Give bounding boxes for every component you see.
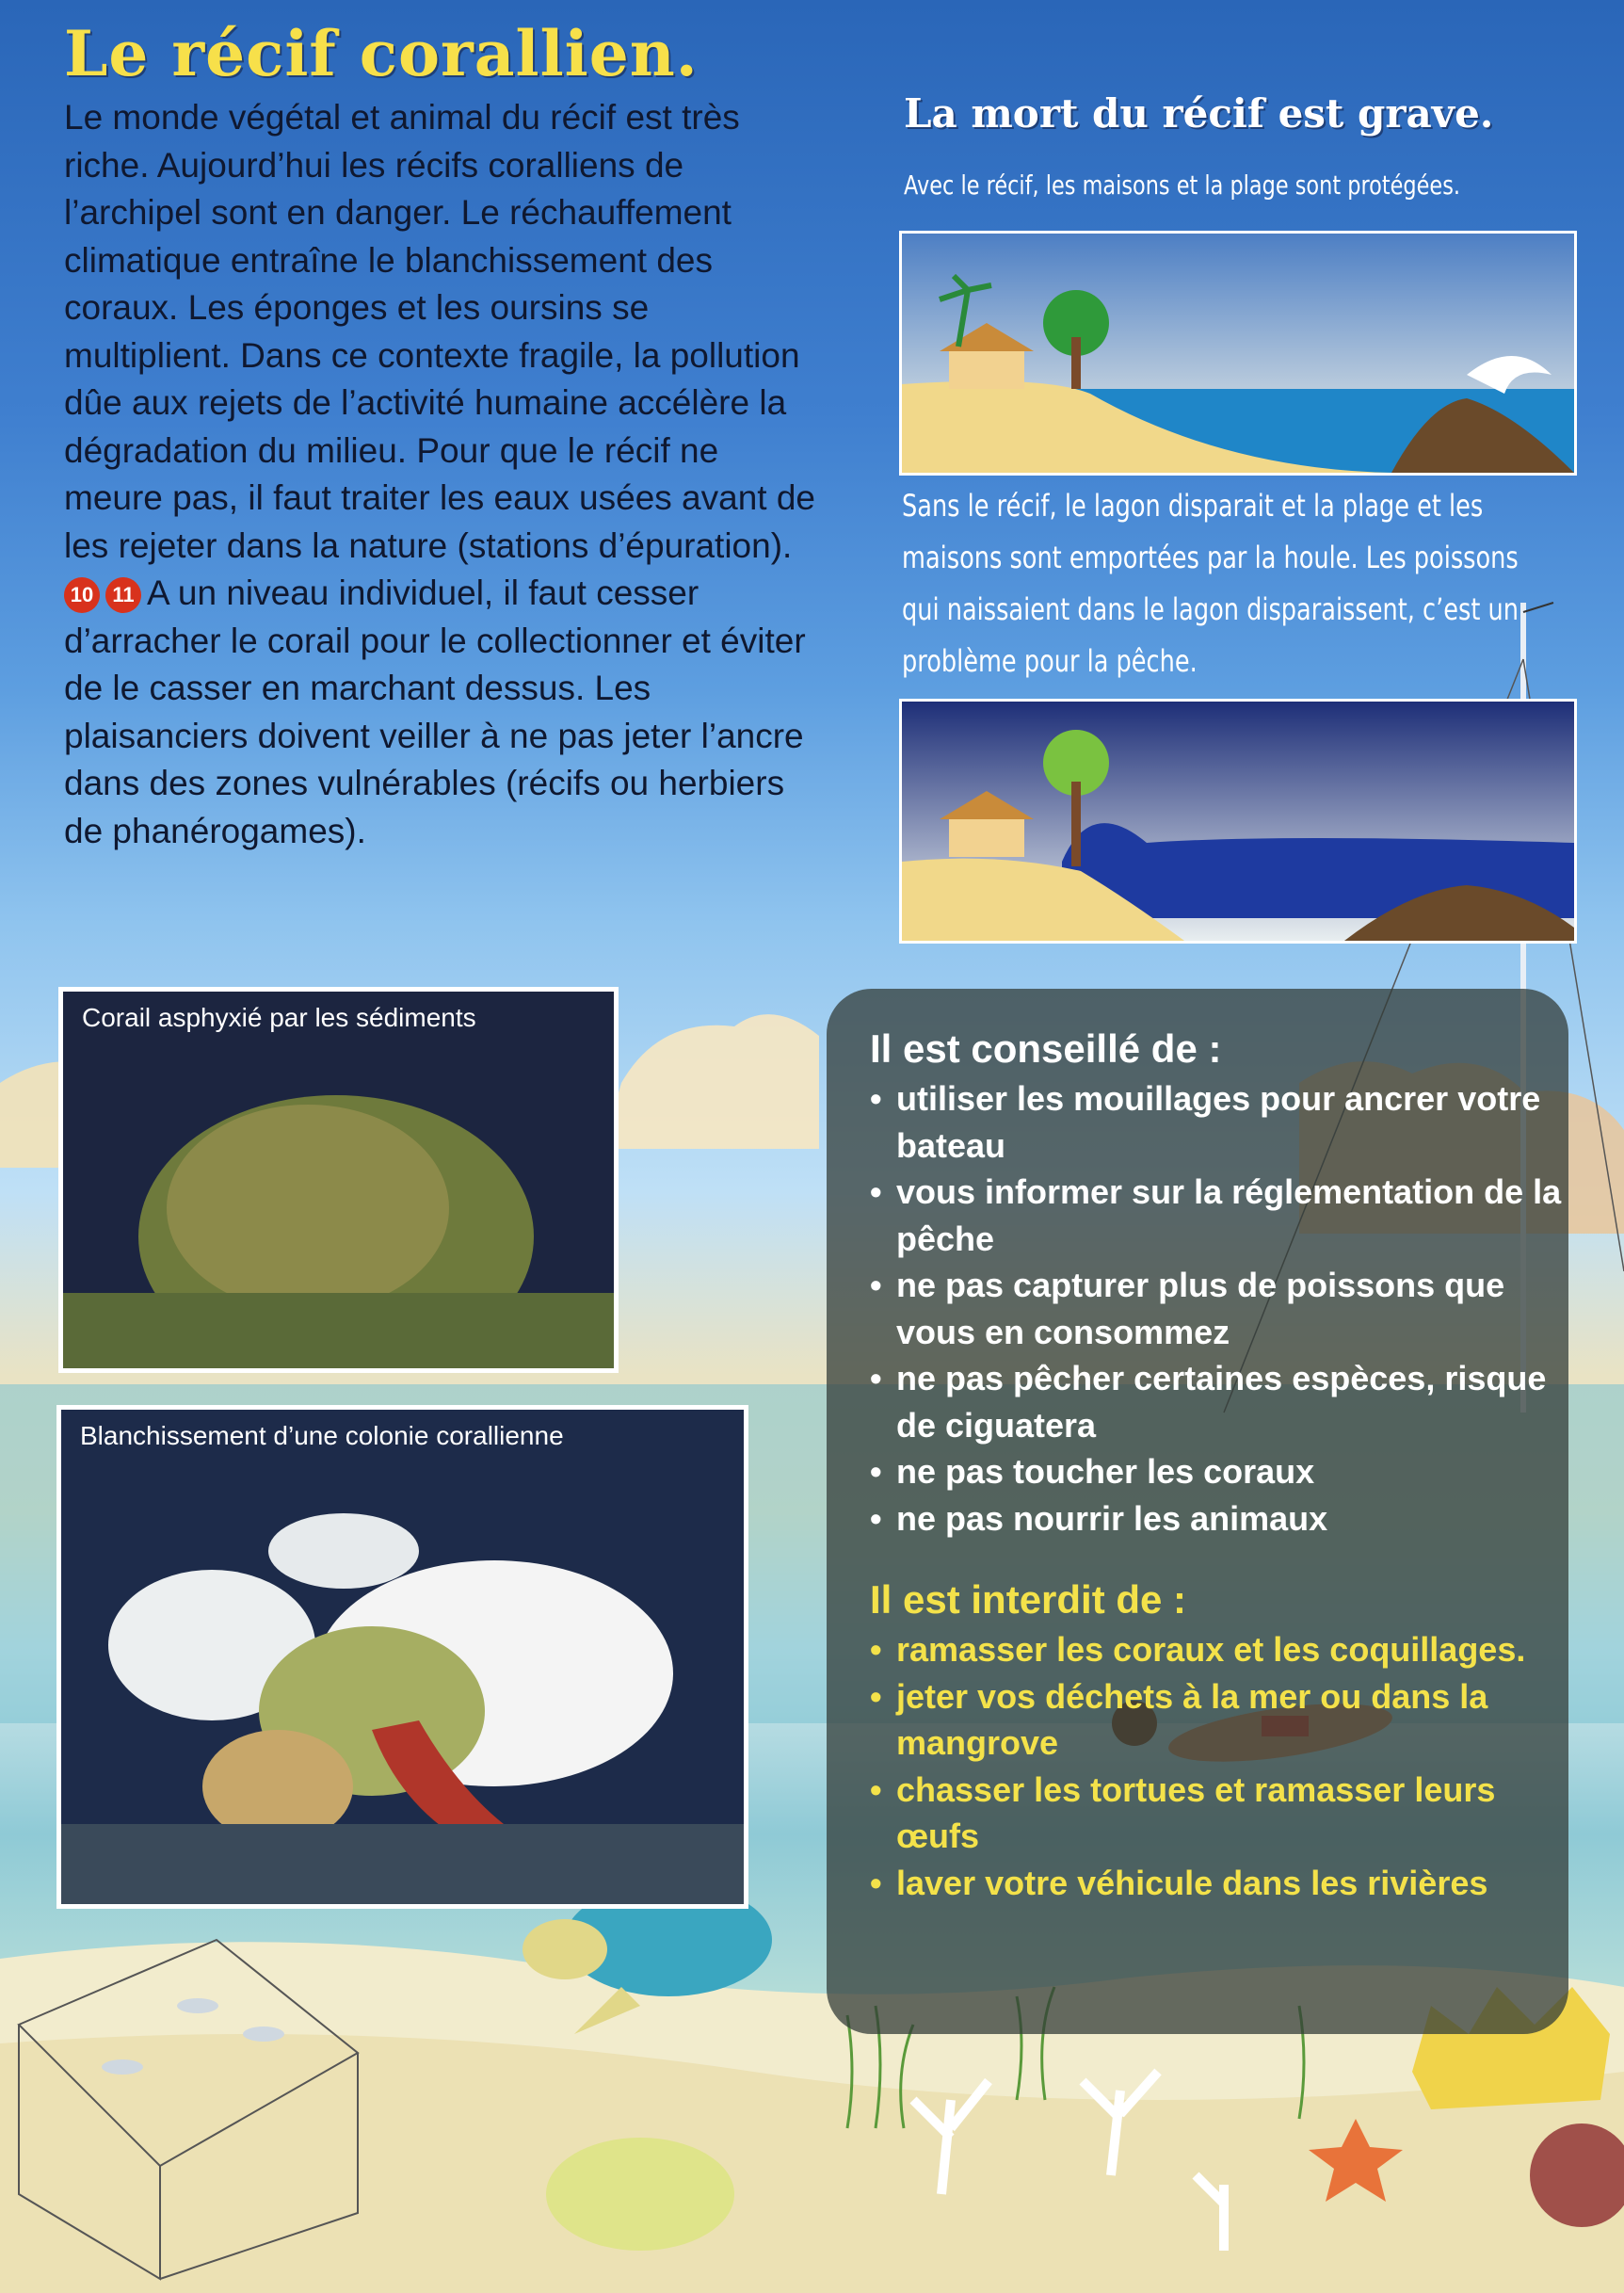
list-item: • ramasser les coraux et les coquillages. — [870, 1626, 1568, 1673]
photo-caption: Blanchissement d’une colonie corallienne — [80, 1421, 564, 1450]
reference-badge: 10 — [64, 577, 100, 613]
list-item: • utiliser les mouillages pour ancrer votre bateau — [870, 1075, 1568, 1169]
list-item: • ne pas nourrir les animaux — [870, 1495, 1568, 1542]
advice-panel — [827, 989, 1568, 2034]
asphyxiated-coral-photo — [58, 987, 619, 1373]
forbidden-heading: Il est interdit de : — [870, 1577, 1187, 1622]
coral-bleaching-photo — [56, 1405, 748, 1909]
intro-paragraph-individual — [64, 570, 817, 855]
protected-caption: Avec le récif, les maisons et la plage sont protégées. — [904, 170, 1460, 201]
list-item: • vous informer sur la réglementation de la pêche — [870, 1169, 1568, 1262]
intro-text — [64, 94, 817, 855]
list-item: • laver votre véhicule dans les rivières — [870, 1860, 1568, 1907]
without-reef-illustration — [899, 699, 1577, 944]
without-reef-caption: Sans le récif, le lagon disparait et la plage et les maisons sont emportées par la houle. Les poissons qui naissaient dans le lagon disparaissent, c’est un problème pour la pêche. — [902, 488, 1519, 679]
list-item: • ne pas pêcher certaines espèces, risque de ciguatera — [870, 1355, 1568, 1448]
forbidden-list — [870, 1626, 1568, 1906]
reef-death-heading: La mort du récif est grave. — [904, 90, 1494, 137]
list-item: • chasser les tortues et ramasser leurs œufs — [870, 1767, 1568, 1860]
list-item: • ne pas toucher les coraux — [870, 1448, 1568, 1495]
recommended-heading: Il est conseillé de : — [870, 1026, 1222, 1071]
recommended-list — [870, 1075, 1568, 1542]
with-reef-illustration — [899, 231, 1577, 476]
page-title: Le récif corallien. — [64, 17, 699, 90]
stingray-icon — [546, 2138, 734, 2251]
list-item: • ne pas capturer plus de poissons que vous en consommez — [870, 1262, 1568, 1355]
reference-badge: 11 — [105, 577, 141, 613]
photo-caption: Corail asphyxié par les sédiments — [82, 1003, 476, 1032]
intro-paragraph: Le monde végétal et animal du récif est très riche. Aujourd’hui les récifs coralliens de l’archipel sont en danger. Le réchauffement climatique entraîne le blanchissement des coraux. Les éponges et les oursins se multiplient. Dans ce contexte fragile, la pollution dûe aux rejets de l’activité humaine accélère la dégradation du milieu. Pour que le récif ne meure pas, il faut traiter les eaux usées avant de les rejeter dans la nature (stations d’épuration). — [64, 98, 815, 565]
individual-text: A un niveau individuel, il faut cesser d’arracher le corail pour le collectionner et éviter de le casser en marchant dessus. Les plaisanciers doivent veiller à ne pas jeter l’ancre dans des zones vulnérables (récifs ou herbiers de phanérogames). — [64, 573, 806, 850]
list-item: • jeter vos déchets à la mer ou dans la mangrove — [870, 1673, 1568, 1767]
